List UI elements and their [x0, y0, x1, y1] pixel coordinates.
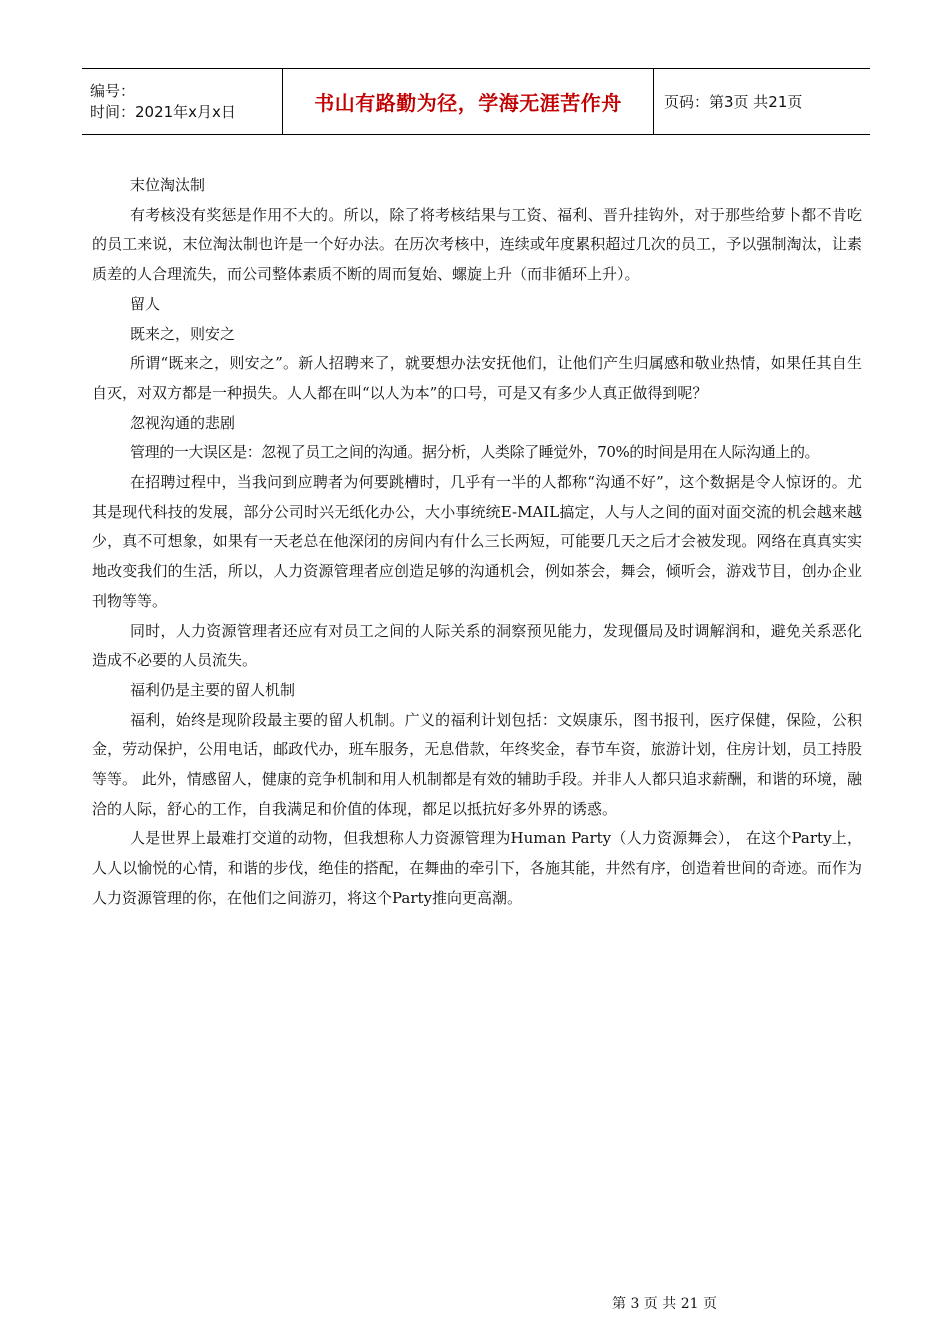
document-date: 时间：2021年x月x日	[90, 102, 236, 121]
body-paragraph: 在招聘过程中，当我问到应聘者为何要跳槽时，几乎有一半的人都称“沟通不好”，这个数据是令人惊讶的。尤其是现代科技的发展，部分公司时兴无纸化办公，大小事统统E-MAIL搞定，人与人之间的面对面交流的机会越来越少，真不可想象，如果有一天老总在他深闭的房间内有什么三长两短，可能要几天之后才会被发现。网络在真真实实地改变我们的生活，所以，人力资源管理者应创造足够的沟通机会，例如茶会，舞会，倾听会，游戏节目，创办企业刊物等等。	[92, 473, 862, 610]
document-number-label: 编号：	[90, 81, 136, 100]
section-heading: 末位淘汰制	[130, 176, 206, 194]
section-heading: 福利仍是主要的留人机制	[130, 680, 296, 699]
section-heading: 既来之，则安之	[130, 324, 236, 343]
body-paragraph: 人是世界上最难打交道的动物，但我想称人力资源管理为Human Party（人力资源舞会）， 在这个Party上，人人以愉悦的心情，和谐的步伐，绝佳的搭配，在舞曲的牵引下，各施其能，井然有序，创造着世间的奇迹。而作为人力资源管理的你，在他们之间游刃，将这个Party推向更高潮。	[92, 829, 862, 907]
footer-page-number: 第 3 页 共 21 页	[612, 1296, 717, 1312]
section-heading: 忽视沟通的悲剧	[130, 413, 236, 432]
body-paragraph: 福利，始终是现阶段最主要的留人机制。广义的福利计划包括：文娱康乐，图书报刊，医疗保健，保险，公积金，劳动保护，公用电话，邮政代办，班车服务，无息借款，年终奖金，春节车资，旅游计划，住房计划，员工持股等等。 此外，情感留人，健康的竞争机制和用人机制都是有效的辅助手段。并非人人都只追求薪酬，和谐的环境，融洽的人际，舒心的工作，自我满足和价值的体现，都足以抵抗好多外界的诱惑。	[92, 710, 862, 818]
header-page-info-cell	[654, 69, 870, 134]
document-body	[92, 171, 862, 914]
page-header	[82, 68, 870, 135]
header-motto-cell	[282, 69, 654, 134]
body-paragraph: 有考核没有奖惩是作用不大的。所以，除了将考核结果与工资、福利、晋升挂钩外，对于那些给萝卜都不肯吃的员工来说，末位淘汰制也许是一个好办法。在历次考核中，连续或年度累积超过几次的员工，予以强制淘汰，让素质差的人合理流失，而公司整体素质不断的周而复始、螺旋上升（而非循环上升）。	[92, 205, 862, 284]
section-heading: 留人	[130, 294, 161, 313]
header-motto: 书山有路勤为径，学海无涯苦作舟	[314, 91, 622, 115]
body-paragraph: 管理的一大误区是：忽视了员工之间的沟通。据分析，人类除了睡觉外，70%的时间是用在人际沟通上的。	[130, 443, 820, 462]
body-paragraph: 所谓“既来之，则安之”。新人招聘来了，就要想办法安抚他们，让他们产生归属感和敬业热情，如果任其自生自灭，对双方都是一种损失。人人都在叫“以人为本”的口号，可是又有多少人真正做得到呢？	[92, 354, 862, 402]
header-page-info: 页码：第3页 共21页	[664, 93, 803, 111]
header-meta	[82, 69, 282, 134]
body-paragraph: 同时，人力资源管理者还应有对员工之间的人际关系的洞察预见能力，发现僵局及时调解润和，避免关系恶化造成不必要的人员流失。	[92, 621, 862, 670]
